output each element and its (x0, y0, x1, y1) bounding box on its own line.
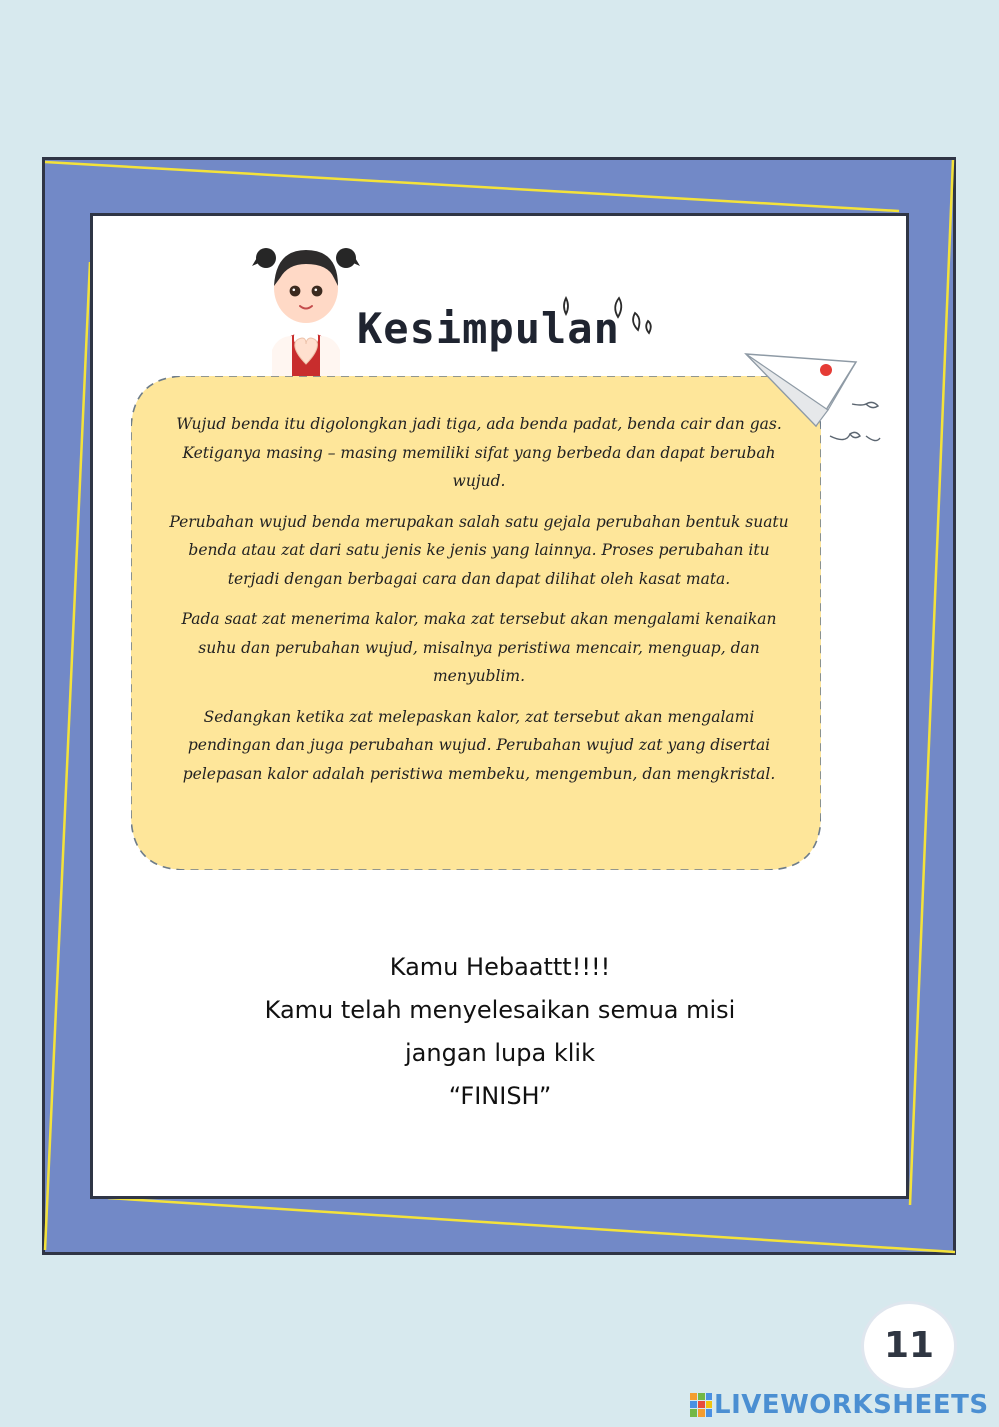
summary-box (131, 376, 821, 870)
closing-line-1: Kamu Hebaattt!!!! (389, 953, 611, 981)
doodle-accent (556, 286, 666, 356)
page-title: Kesimpulan (357, 304, 620, 353)
summary-paragraph-3: Pada saat zat menerima kalor, maka zat tersebut akan mengalami kenaikan suhu dan perubahan wujud, misalnya peristiwa mencair, menguap, dan menyublim. (181, 610, 777, 685)
page-number-badge (864, 1304, 954, 1388)
summary-paragraph-4: Sedangkan ketika zat melepaskan kalor, zat tersebut akan mengalami pendingan dan juga perubahan wujud. Perubahan wujud zat yang disertai pelepasan kalor adalah peristiwa membeku, mengembun, dan mengkristal. (182, 707, 776, 783)
closing-line-4: “FINISH” (448, 1082, 552, 1110)
closing-line-3: jangan lupa klik (405, 1039, 595, 1067)
liveworksheets-brand (690, 1388, 990, 1422)
summary-paragraph-2: Perubahan wujud benda merupakan salah satu gejala perubahan bentuk suatu benda atau zat dari satu jenis ke jenis yang lainnya. Proses perubahan itu terjadi dengan berbagai cara dan dapat dilihat oleh kasat mata. (169, 512, 789, 588)
summary-text (169, 410, 789, 800)
girl-illustration (252, 238, 360, 378)
liveworksheets-logo-icon (690, 1393, 712, 1417)
summary-paragraph-1: Wujud benda itu digolongkan jadi tiga, ada benda padat, benda cair dan gas. Ketiganya masing – masing memiliki sifat yang berbeda dan dapat berubah wujud. (176, 415, 782, 490)
page-number: 11 (883, 1325, 935, 1366)
brand-text: LIVEWORKSHEETS (714, 1390, 989, 1420)
closing-message (130, 946, 870, 1118)
paper-plane-icon (740, 352, 910, 472)
closing-line-2: Kamu telah menyelesaikan semua misi (264, 996, 736, 1024)
